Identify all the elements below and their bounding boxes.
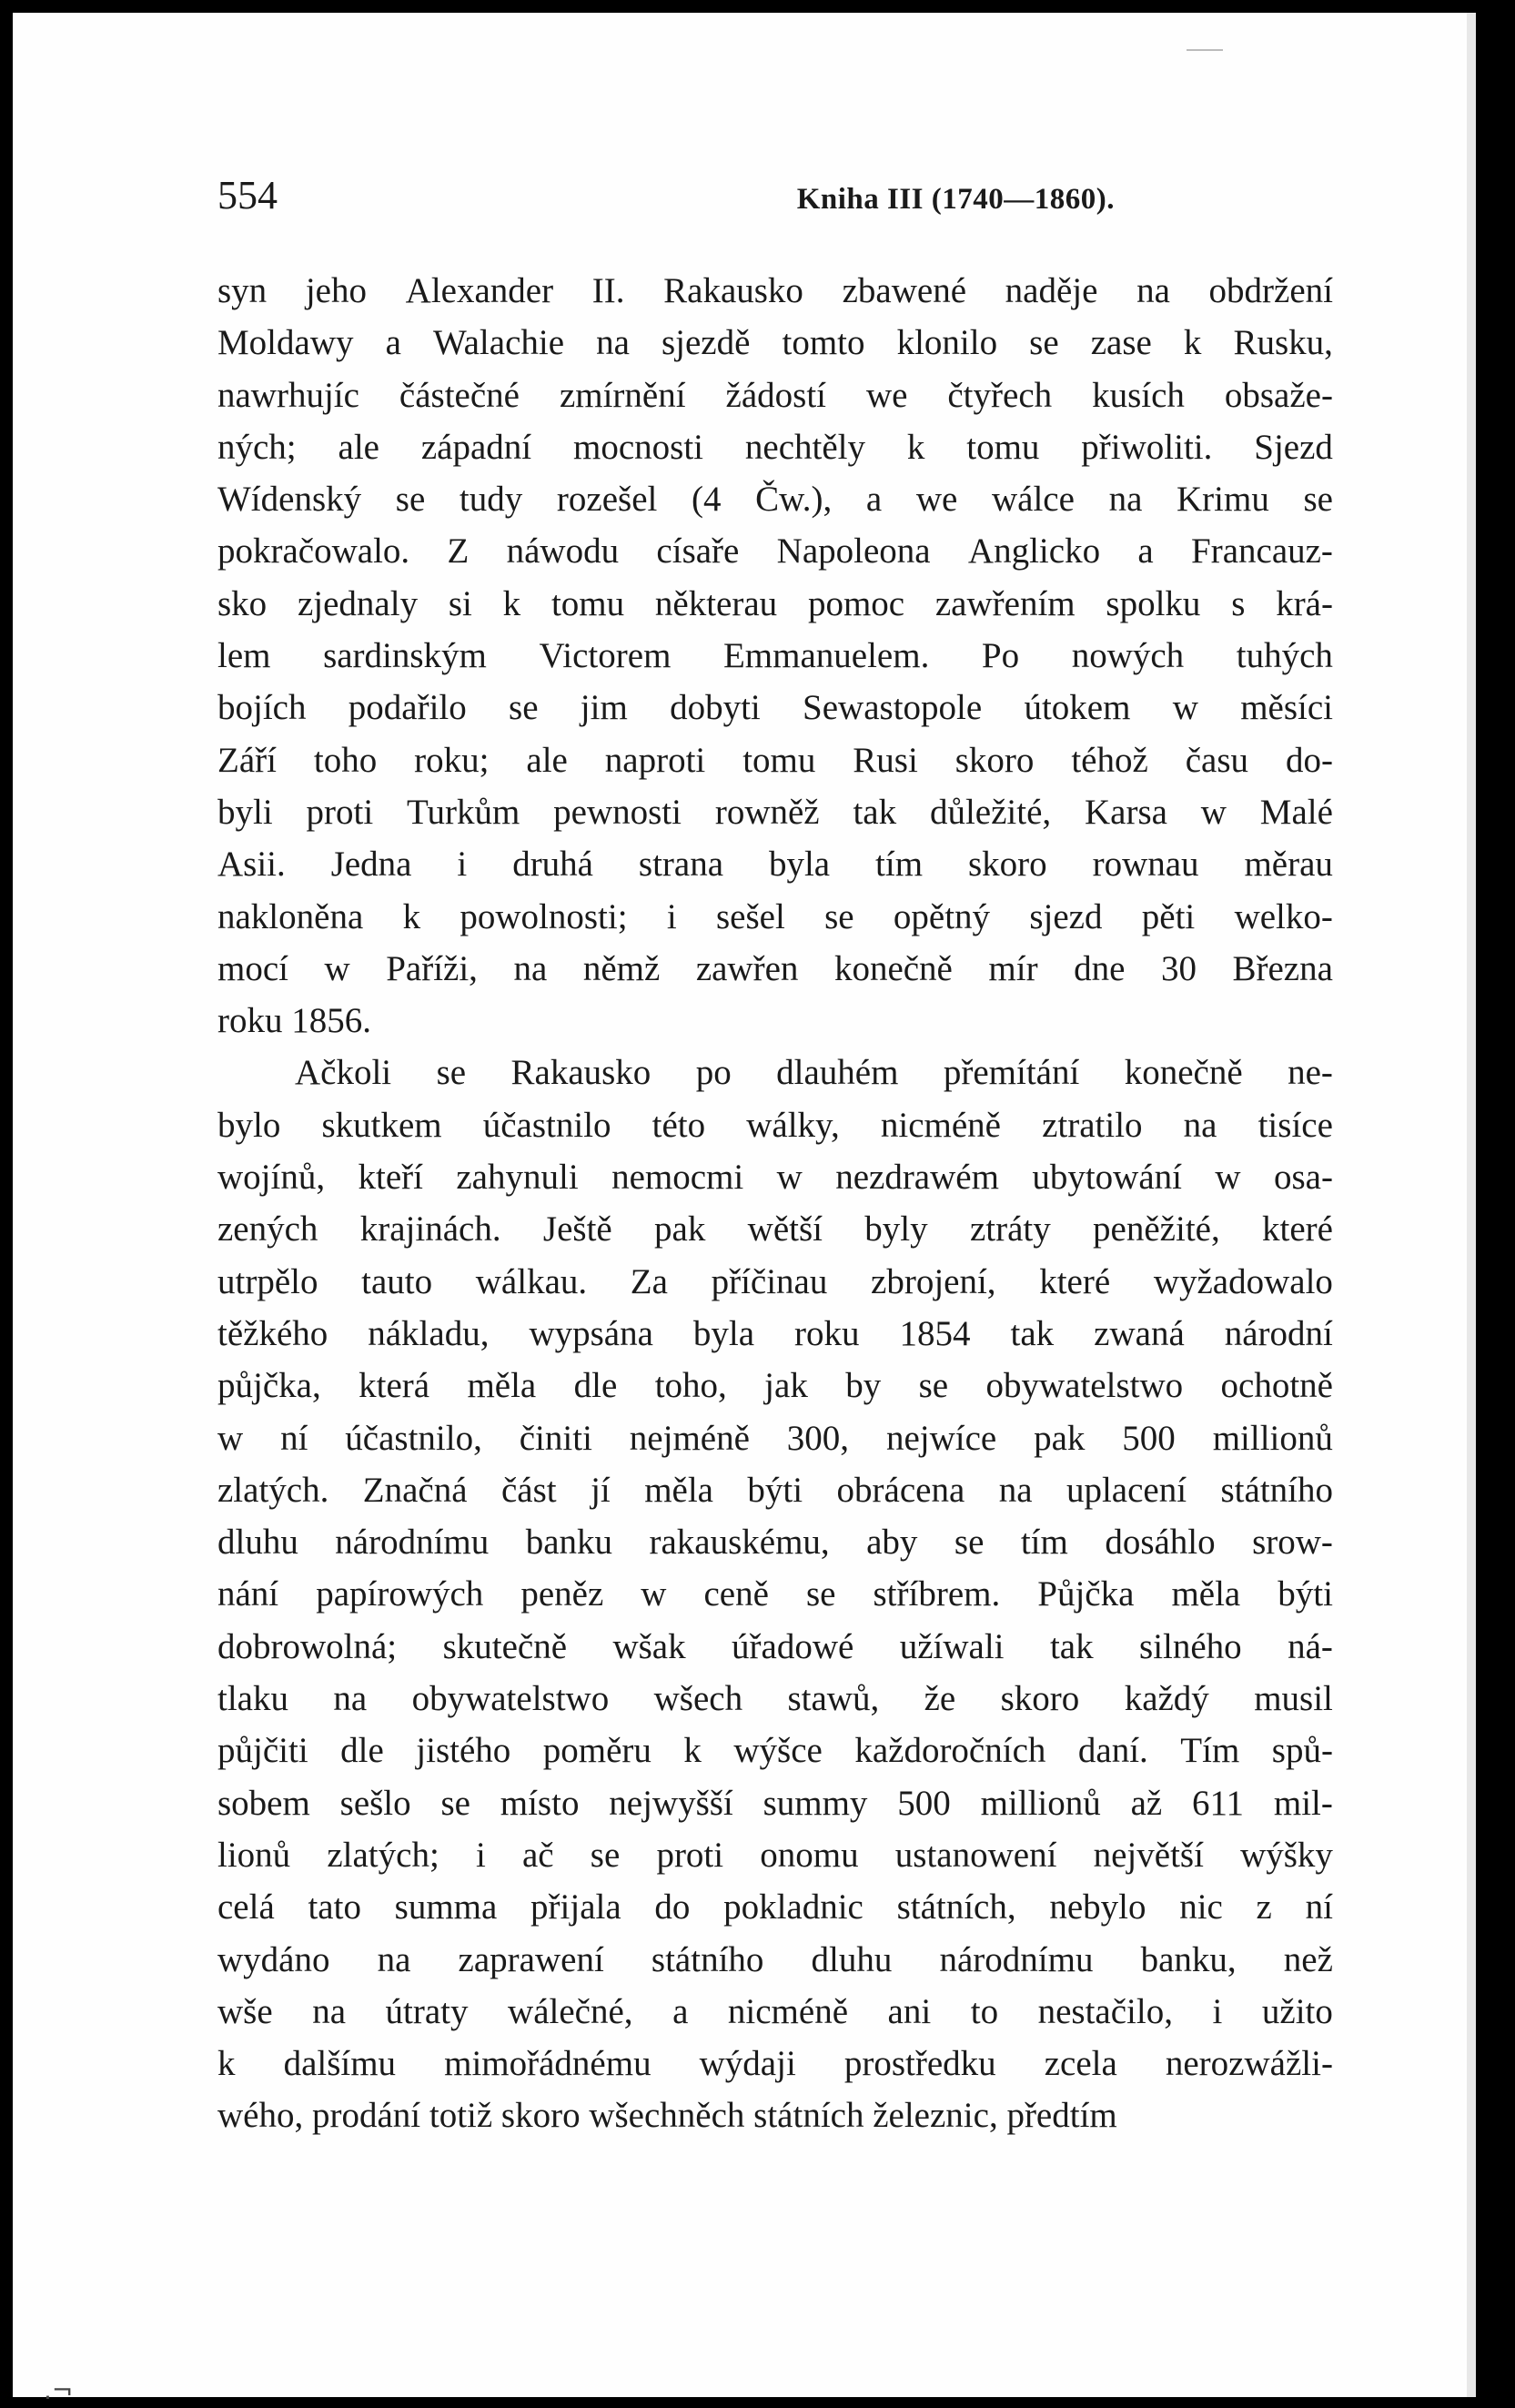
text-line: dobrowolná; skutečně wšak úřadowé užíwali tak silného ná-: [217, 1626, 1333, 1666]
text-line: půjčka, která měla dle toho, jak by se obywatelstwo ochotně: [217, 1366, 1333, 1406]
text-line: nakloněna k powolnosti; i sešel se opětný sjezd pěti welko-: [217, 896, 1333, 936]
text-line: těžkého nákladu, wypsána byla roku 1854 tak zwaná národní: [217, 1313, 1333, 1353]
text-line: lem sardinským Victorem Emmanuelem. Po nowých tuhých: [217, 636, 1333, 676]
text-line: bojích podařilo se jim dobyti Sewastopole útokem w měsíci: [217, 688, 1333, 728]
paragraph: [217, 1047, 1333, 2141]
running-head: Kniha III (1740—1860).: [796, 183, 1115, 216]
text-line: zlatých. Značná část jí měla býti obrácena na uplacení státního: [217, 1470, 1333, 1510]
body-text: [217, 265, 1333, 2142]
text-line: sko zjednaly si k tomu některau pomoc zawřením spolku s krá-: [217, 583, 1333, 623]
text-line: wše na útraty wálečné, a nicméně ani to nestačilo, i užito: [217, 1991, 1333, 2031]
text-line: celá tato summa přijala do pokladnic státních, nebylo nic z ní: [217, 1887, 1333, 1927]
text-line: pokračowalo. Z náwodu císaře Napoleona Anglicko a Francauz-: [217, 531, 1333, 572]
text-line: k dalšímu mimořádnému wýdaji prostředku zcela nerozwážli-: [217, 2044, 1333, 2084]
text-line: Moldawy a Walachie na sjezdě tomto klonilo se zase k Rusku,: [217, 323, 1333, 363]
text-line: půjčiti dle jistého poměru k wýšce každoročních daní. Tím spů-: [217, 1731, 1333, 1771]
text-line: wého, prodání totiž skoro wšechněch státních železnic, předtím: [217, 2096, 1117, 2136]
text-line: mocí w Paříži, na němž zawřen konečně mír dne 30 Března: [217, 948, 1333, 988]
scan-mark: .¬: [44, 2375, 74, 2405]
text-line: lionů zlatých; i ač se proti onomu ustanowení největší wýšky: [217, 1835, 1333, 1875]
text-block: [217, 172, 1333, 2142]
page-header: [217, 172, 1333, 227]
text-line: Wídenský se tudy rozešel (4 Čw.), a we wálce na Krimu se: [217, 480, 1333, 520]
text-line: syn jeho Alexander II. Rakausko zbawené naděje na obdržení: [217, 271, 1333, 310]
text-line: dluhu národnímu banku rakauskému, aby se tím dosáhlo srow-: [217, 1523, 1333, 1563]
page-number: 554: [217, 173, 278, 218]
paragraph: [217, 265, 1333, 1047]
text-line: roku 1856.: [217, 1001, 371, 1041]
text-line: bylo skutkem účastnilo této wálky, nicméně ztratilo na tisíce: [217, 1105, 1333, 1145]
text-line: utrpělo tauto wálkau. Za příčinau zbrojení, které wyžadowalo: [217, 1261, 1333, 1301]
text-line: Asii. Jedna i druhá strana byla tím skoro rownau měrau: [217, 845, 1333, 885]
text-line: Září toho roku; ale naproti tomu Rusi skoro téhož času do-: [217, 740, 1333, 780]
text-line: wojínů, kteří zahynuli nemocmi w nezdrawém ubytowání w osa-: [217, 1158, 1333, 1198]
scan-artifact: [1187, 49, 1223, 51]
text-line: sobem sešlo se místo nejwyšší summy 500 millionů až 611 mil-: [217, 1783, 1333, 1823]
text-line: tlaku na obywatelstwo wšech stawů, že skoro každý musil: [217, 1679, 1333, 1719]
book-page: [13, 13, 1476, 2405]
text-line: w ní účastnilo, činiti nejméně 300, nejwíce pak 500 millionů: [217, 1418, 1333, 1458]
text-line: zených krajinách. Ještě pak wětší byly ztráty peněžité, které: [217, 1209, 1333, 1250]
text-line: Ačkoli se Rakausko po dlauhém přemítání konečně ne-: [295, 1053, 1333, 1093]
text-line: ných; ale západní mocnosti nechtěly k tomu přiwoliti. Sjezd: [217, 427, 1333, 467]
text-line: wydáno na zaprawení státního dluhu národnímu banku, než: [217, 1939, 1333, 1979]
text-line: byli proti Turkům pewnosti rowněž tak důležité, Karsa w Malé: [217, 792, 1333, 832]
text-line: nawrhujíc částečné zmírnění žádostí we čtyřech kusích obsaže-: [217, 375, 1333, 415]
text-line: nání papírowých peněz w ceně se stříbrem. Půjčka měla býti: [217, 1574, 1333, 1614]
